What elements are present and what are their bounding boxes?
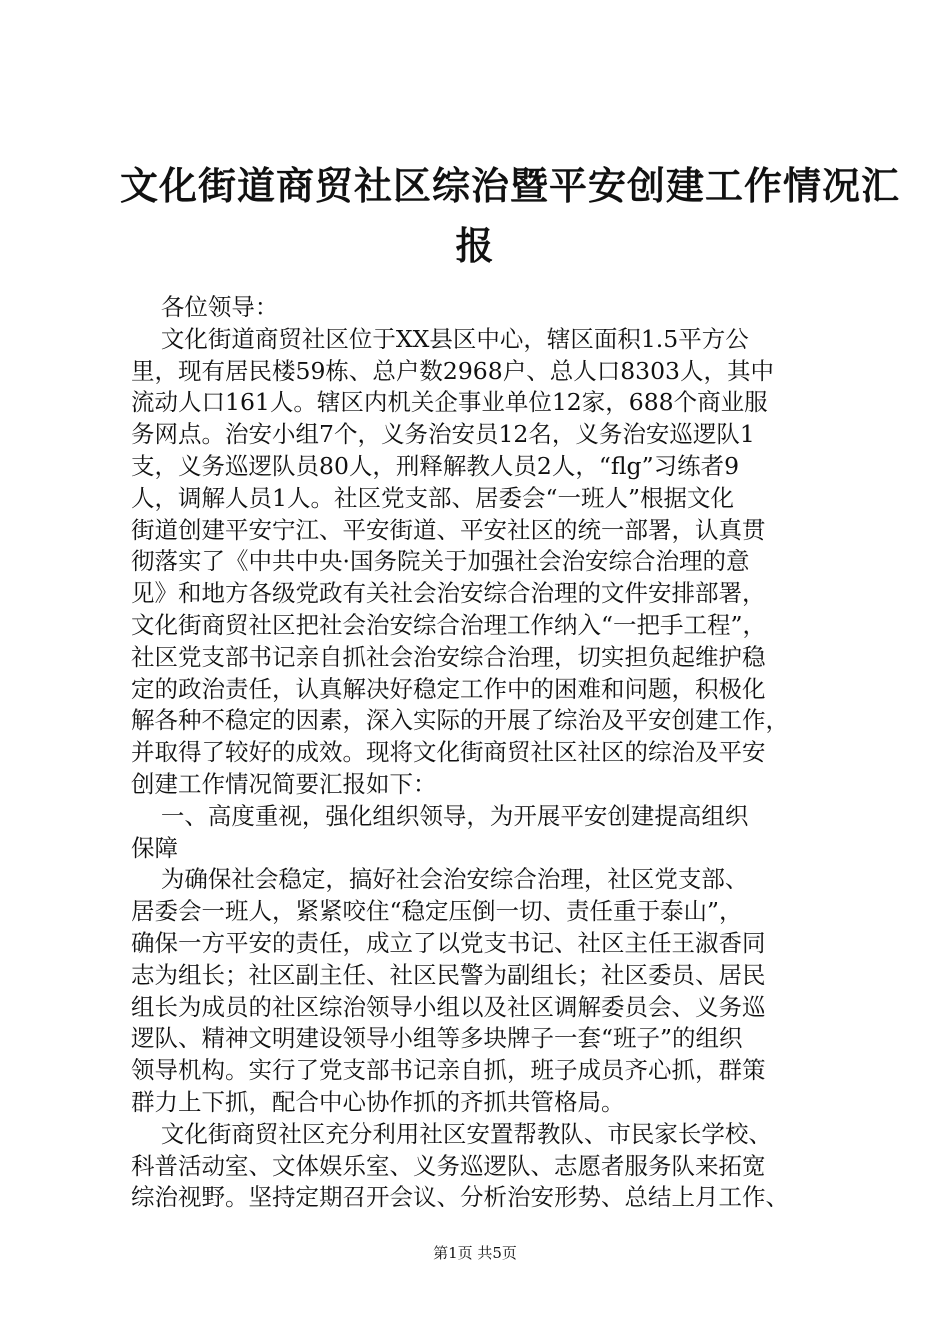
body-line: 见》和地方各级党政有关社会治安综合治理的文件安排部署， <box>131 579 766 608</box>
body-line: 居委会一班人，紧紧咬住“稳定压倒一切、责任重于泰山”， <box>131 897 743 926</box>
body-line: 人，调解人员1人。社区党支部、居委会“一班人”根据文化 <box>131 483 734 512</box>
page-footer: 第1页 共5页 <box>433 1244 517 1262</box>
body-line: 并取得了较好的成效。现将文化街商贸社区社区的综治及平安 <box>131 738 766 767</box>
body-line: 解各种不稳定的因素，深入实际的开展了综治及平安创建工作， <box>131 706 789 735</box>
body-line: 群力上下抓，配合中心协作抓的齐抓共管格局。 <box>131 1087 625 1116</box>
body-line: 逻队、精神文明建设领导小组等多块牌子一套“班子”的组织 <box>131 1024 743 1053</box>
body-line: 彻落实了《中共中央·国务院关于加强社会治安综合治理的意 <box>131 547 750 576</box>
body-line: 领导机构。实行了党支部书记亲自抓，班子成员齐心抓，群策 <box>131 1056 766 1085</box>
body-line: 科普活动室、文体娱乐室、义务巡逻队、志愿者服务队来拓宽 <box>131 1151 766 1180</box>
section-heading-line: 一、高度重视，强化组织领导，为开展平安创建提高组织 <box>131 801 749 830</box>
body-line: 社区党支部书记亲自抓社会治安综合治理，切实担负起维护稳 <box>131 642 766 671</box>
body-line: 各位领导： <box>131 293 279 321</box>
title-line-1: 文化街道商贸社区综治暨平安创建工作情况汇 <box>120 163 901 208</box>
document-title <box>120 156 901 276</box>
body-line: 流动人口161人。辖区内机关企事业单位12家，688个商业服 <box>131 388 768 417</box>
body-line: 文化街商贸社区充分利用社区安置帮教队、市民家长学校、 <box>131 1119 772 1148</box>
body-line: 确保一方平安的责任，成立了以党支书记、社区主任王淑香同 <box>131 928 766 957</box>
body-line: 文化街商贸社区把社会治安综合治理工作纳入“一把手工程”， <box>131 610 767 639</box>
body-line: 街道创建平安宁江、平安街道、平安社区的统一部署，认真贯 <box>131 515 766 544</box>
body-line: 里，现有居民楼59栋、总户数2968户、总人口8303人，其中 <box>131 356 775 385</box>
body-line: 组长为成员的社区综治领导小组以及社区调解委员会、义务巡 <box>131 992 766 1021</box>
body-line: 志为组长；社区副主任、社区民警为副组长；社区委员、居民 <box>131 960 766 989</box>
document-body <box>131 292 831 1214</box>
body-line: 定的政治责任，认真解决好稳定工作中的困难和问题，积极化 <box>131 674 766 703</box>
body-line: 支，义务巡逻队员80人，刑释解教人员2人，“flg”习练者9 <box>131 451 740 480</box>
body-line: 文化街道商贸社区位于XX县区中心，辖区面积1.5平方公 <box>131 324 749 353</box>
body-line: 创建工作情况简要汇报如下： <box>131 769 437 798</box>
title-line-2: 报 <box>455 223 495 268</box>
body-line: 综治视野。坚持定期召开会议、分析治安形势、总结上月工作、 <box>131 1183 789 1212</box>
body-line: 务网点。治安小组7个，义务治安员12名，义务治安巡逻队1 <box>131 420 755 449</box>
body-line: 为确保社会稳定，搞好社会治安综合治理，社区党支部、 <box>131 865 749 894</box>
section-heading-line: 保障 <box>131 833 178 862</box>
